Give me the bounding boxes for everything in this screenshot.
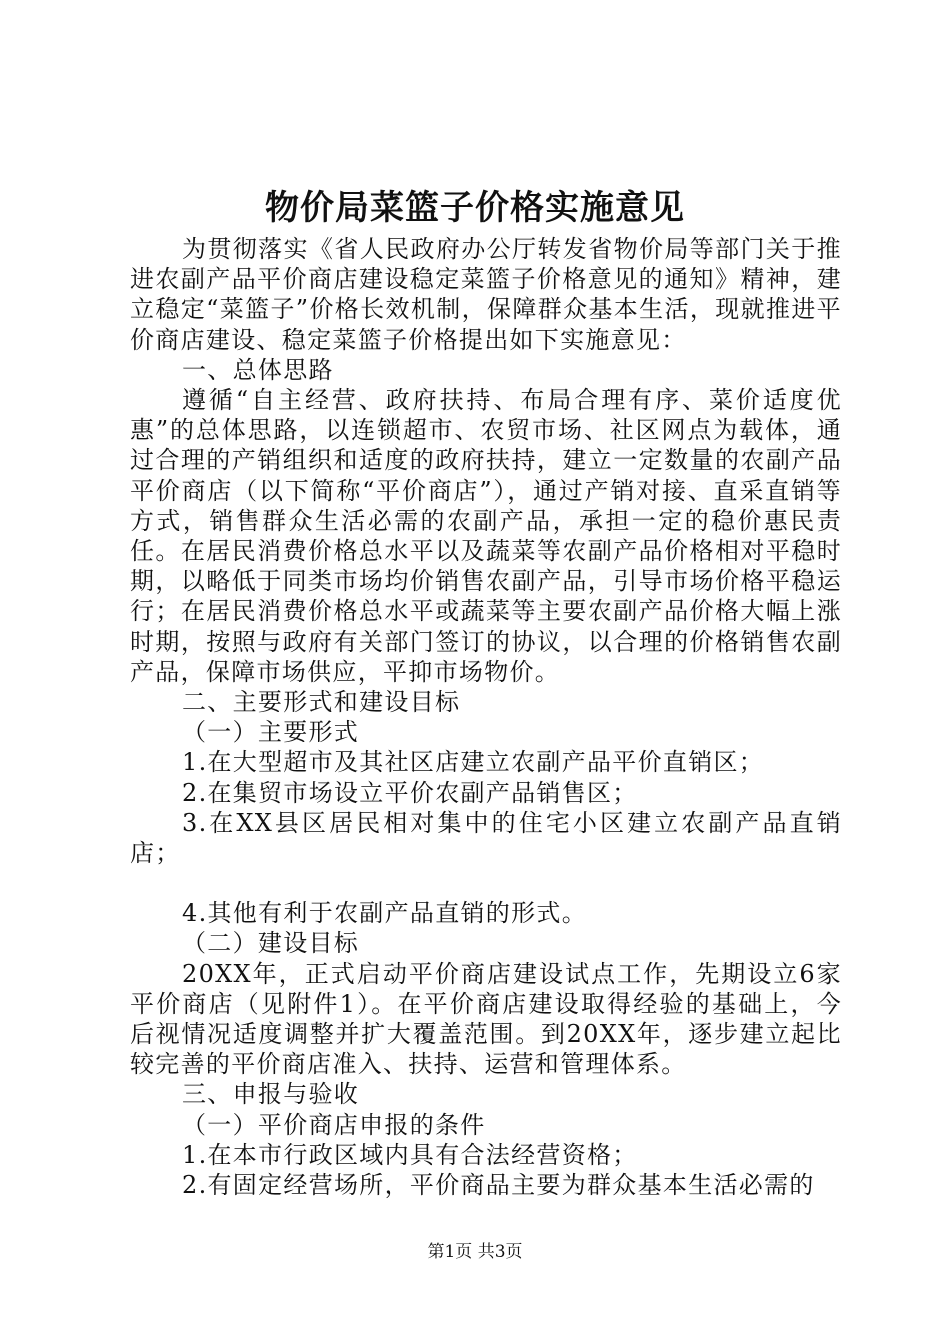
paragraph-intro: 为贯彻落实《省人民政府办公厅转发省物价局等部门关于推进农副产品平价商店建设稳定菜篮子价格意见的通知》精神，建立稳定“菜篮子”价格长效机制，保障群众基本生活，现就推进平价商店建设、稳定菜篮子价格提出如下实施意见： xyxy=(130,235,842,354)
document-body xyxy=(130,234,842,1200)
section-heading-2: 二、主要形式和建设目标 xyxy=(182,688,461,717)
subsection-heading-goals: （二）建设目标 xyxy=(182,929,360,958)
list-item-form-1: 1.在大型超市及其社区店建立农副产品平价直销区； xyxy=(182,748,765,777)
list-item-form-2: 2.在集贸市场设立平价农副产品销售区； xyxy=(182,778,638,807)
page-number-footer: 第1页 共3页 xyxy=(427,1242,523,1262)
list-item-form-3: 3.在XX县区居民相对集中的住宅小区建立农副产品直销店； xyxy=(130,808,842,868)
document-title: 物价局菜篮子价格实施意见 xyxy=(265,188,685,228)
subsection-heading-conditions: （一）平价商店申报的条件 xyxy=(182,1110,486,1139)
paragraph-overall-approach: 遵循“自主经营、政府扶持、布局合理有序、菜价适度优惠”的总体思路，以连锁超市、农贸市场、社区网点为载体，通过合理的产销组织和适度的政府扶持，建立一定数量的农副产品平价商店（以下简称“平价商店”），通过产销对接、直采直销等方式，销售群众生活必需的农副产品，承担一定的稳价惠民责任。在居民消费价格总水平以及蔬菜等农副产品价格相对平稳时期，以略低于同类市场均价销售农副产品，引导市场价格平稳运行；在居民消费价格总水平或蔬菜等主要农副产品价格大幅上涨时期，按照与政府有关部门签订的协议，以合理的价格销售农副产品，保障市场供应，平抑市场物价。 xyxy=(130,386,842,686)
list-item-condition-1: 1.在本市行政区域内具有合法经营资格； xyxy=(182,1140,638,1169)
list-item-condition-2: 2.有固定经营场所，平价商品主要为群众基本生活必需的 xyxy=(182,1171,815,1200)
subsection-heading-forms: （一）主要形式 xyxy=(182,718,360,747)
section-heading-1: 一、总体思路 xyxy=(182,355,334,384)
section-heading-3: 三、申报与验收 xyxy=(182,1080,360,1109)
list-item-form-4: 4.其他有利于农副产品直销的形式。 xyxy=(182,899,587,928)
paragraph-goals: 20XX年，正式启动平价商店建设试点工作，先期设立6家平价商店（见附件1）。在平价商店建设取得经验的基础上，今后视情况适度调整并扩大覆盖范围。到20XX年，逐步建立起比较完善的平价商店准入、扶持、运营和管理体系。 xyxy=(130,959,842,1079)
